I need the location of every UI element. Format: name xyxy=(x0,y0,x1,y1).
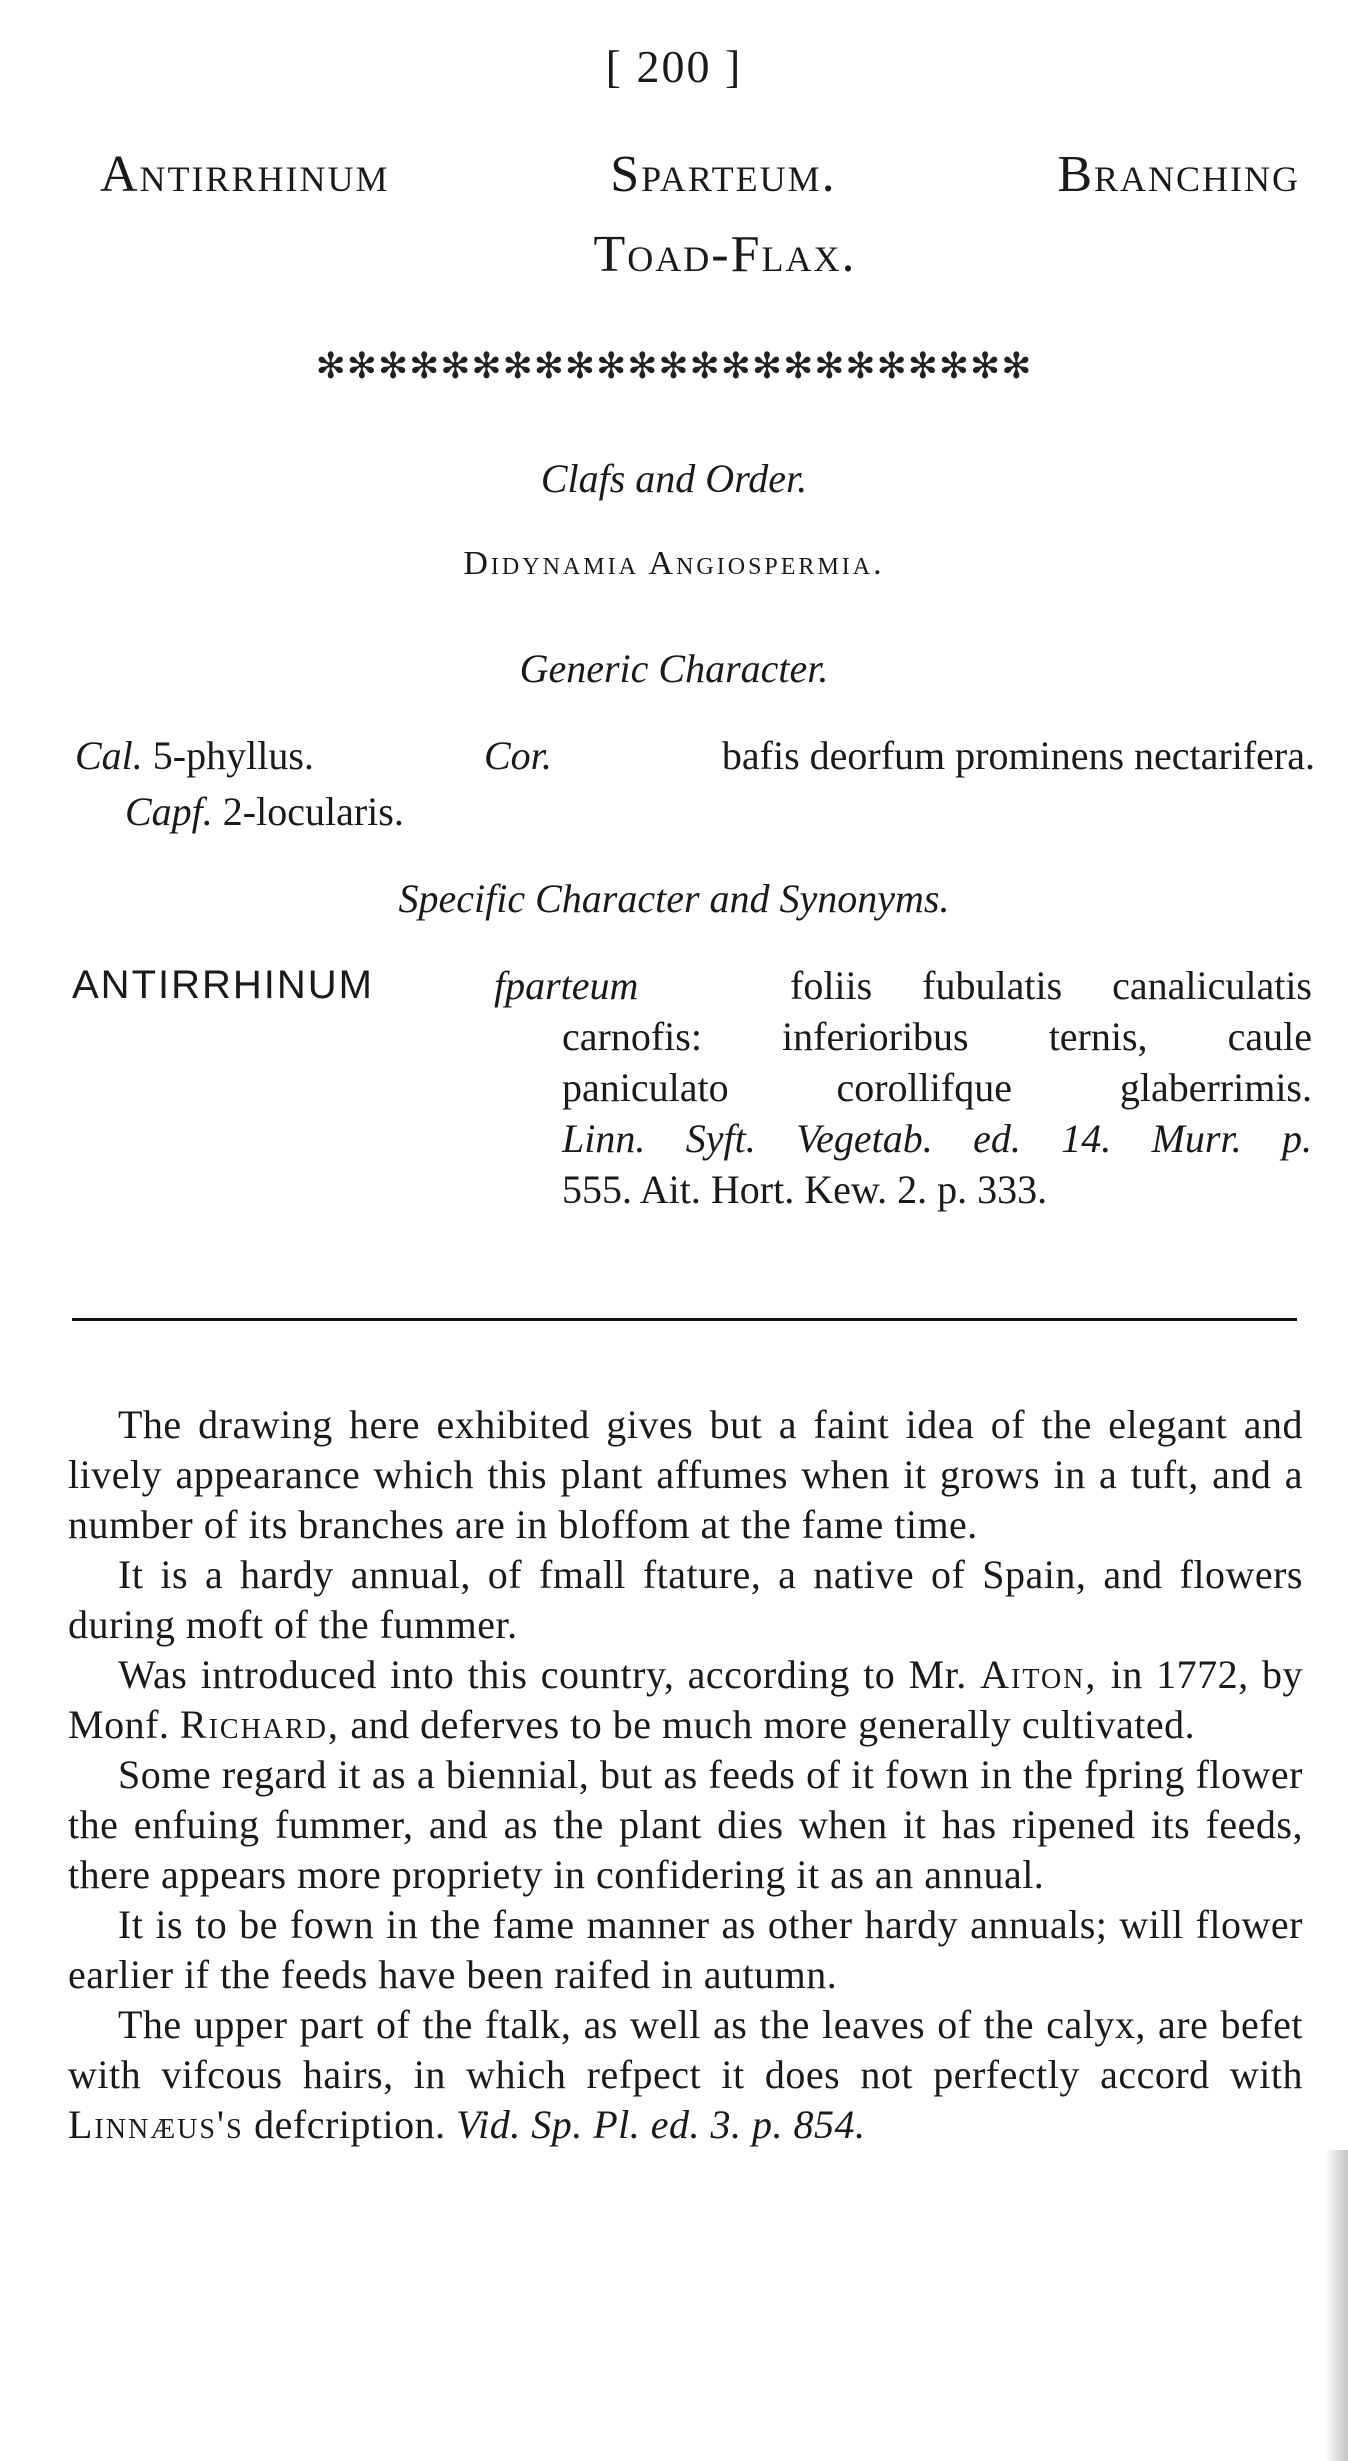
specific-line-3: paniculato corollifque glaberrimis. xyxy=(562,1065,1312,1110)
page-number: [ 200 ] xyxy=(605,41,743,92)
title-common-name-2: Toad-Flax. xyxy=(593,226,857,283)
class-order-value: Didynamia Angiospermia. xyxy=(463,545,885,582)
generic-character-text xyxy=(75,728,1315,840)
cor-text: bafis deorfum prominens nectarifera. xyxy=(721,733,1315,778)
title-common-name-1: Branching xyxy=(1057,146,1300,203)
paragraph-1: The drawing here exhibited gives but a faint idea of the elegant and lively appearance which this plant affumes when it grows in a tuft, and a number of its branches are in bloffom at the fame time. xyxy=(68,1402,1303,1547)
page-edge-shadow xyxy=(1326,2150,1348,2461)
paragraph-6-text-a: The upper part of the ftalk, as well as the leaves of the calyx, are befet with vifcous hairs, in which refpect it does not perfectly accord with xyxy=(68,2002,1303,2097)
generic-character-heading: Generic Character. xyxy=(519,646,829,691)
paragraph-6-text-b: defcription. xyxy=(254,2102,446,2147)
caps-text: 2-locularis. xyxy=(222,789,404,834)
paragraph-6 xyxy=(68,2000,1303,2150)
class-order-heading: Clafs and Order. xyxy=(540,456,808,501)
paragraph-3 xyxy=(68,1650,1303,1750)
ornament-divider: ✻✻✻✻✻✻✻✻✻✻✻✻✻✻✻✻✻✻✻✻✻✻✻ xyxy=(315,346,1033,386)
reference-citation: Vid. Sp. Pl. ed. 3. p. 854. xyxy=(456,2102,866,2147)
specific-line-1: foliis fubulatis canaliculatis xyxy=(790,963,1312,1008)
specific-line-5: 555. Ait. Hort. Kew. 2. p. 333. xyxy=(562,1167,1048,1212)
body-text xyxy=(68,1400,1303,2150)
name-richard: Richard, xyxy=(179,1702,340,1747)
specific-description xyxy=(494,960,1312,1215)
paragraph-5: It is to be fown in the fame manner as other hardy annuals; will flower earlier if the feeds have been raifed in autumn. xyxy=(68,1902,1303,1997)
specific-character-heading: Specific Character and Synonyms. xyxy=(398,876,950,921)
cal-label: Cal. xyxy=(75,733,143,778)
cal-text: 5-phyllus. xyxy=(152,733,314,778)
section-rule xyxy=(72,1318,1297,1321)
specific-line-2: carnofis: inferioribus ternis, caule xyxy=(562,1014,1312,1059)
title-genus: Antirrhinum xyxy=(100,146,390,203)
title-species: Sparteum. xyxy=(610,146,837,203)
cor-label: Cor. xyxy=(484,733,552,778)
paragraph-3-text-a: Was introduced into this country, according to Mr. xyxy=(118,1652,967,1697)
caps-label: Capf. xyxy=(125,789,213,834)
plant-title xyxy=(100,135,1300,295)
paragraph-2: It is a hardy annual, of fmall ftature, a native of Spain, and flowers during moft of the fummer. xyxy=(68,1552,1303,1647)
specific-genus: ANTIRRHINUM xyxy=(72,963,374,1007)
paragraph-3-text-b: in 1772, by Monf. xyxy=(68,1652,1303,1747)
paragraph-3-text-c: and deferves to be much more generally cultivated. xyxy=(350,1702,1196,1747)
paragraph-4: Some regard it as a biennial, but as feeds of it fown in the fpring flower the enfuing fummer, and as the plant dies when it has ripened its feeds, there appears more propriety in confidering it as an annual. xyxy=(68,1752,1303,1897)
name-aiton: Aiton, xyxy=(980,1652,1098,1697)
name-linnaeus: Linnæus's xyxy=(68,2102,244,2147)
specific-species: fparteum xyxy=(494,963,639,1008)
specific-line-4: Linn. Syft. Vegetab. ed. 14. Murr. p. xyxy=(562,1116,1312,1161)
